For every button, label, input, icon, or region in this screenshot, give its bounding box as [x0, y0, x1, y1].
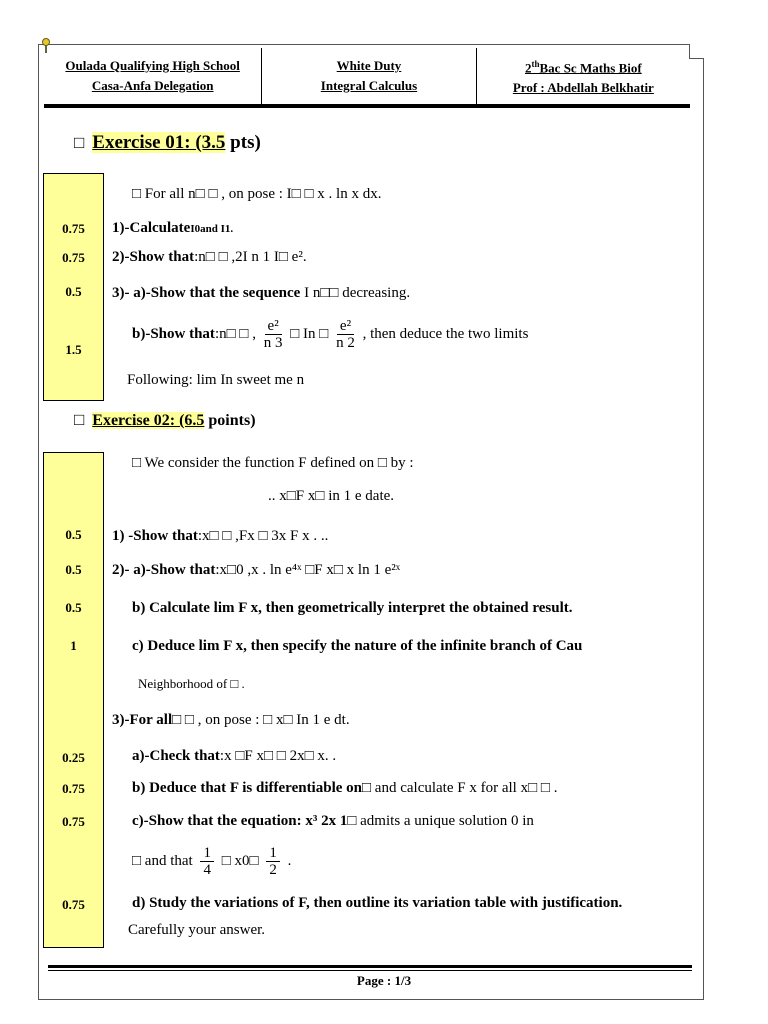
level-name: 2thBac Sc Maths Biof	[524, 58, 642, 76]
score-ex2-q2c: 1	[70, 638, 77, 653]
score-ex1-q3a: 0.5	[65, 284, 82, 299]
ex2-definition: .. x□F x□ in 1 e date.	[268, 488, 395, 504]
header-prof-cell	[477, 48, 690, 104]
ex1-question-3a: 3)- a)-Show that the sequence I n□□ decreasing.	[112, 285, 411, 301]
ex1-intro: □ For all n□ □ , on pose : I□ □ x . ln x dx.	[132, 186, 382, 202]
fraction-lower-bound: $\frac{\text{e²}}{n 3}$	[263, 318, 283, 351]
delegation-name: Casa-Anfa Delegation	[91, 78, 214, 93]
ex2-intro: □ We consider the function F defined on □ by :	[132, 455, 414, 471]
duty-name: White Duty	[336, 58, 402, 73]
footer-rule-thin	[48, 970, 692, 971]
ex2-question-3: 3)-For all□ □ , on pose : □ x□ In 1 e dt.	[112, 712, 350, 728]
ex1-following: Following: lim In sweet me n	[127, 372, 305, 388]
exercise-01-title: □ Exercise 01: (3.5 pts)	[74, 132, 261, 153]
score-ex2-q3d: 0.75	[62, 897, 85, 912]
page-corner-fold	[689, 44, 704, 59]
fraction-one-quarter: $\frac{1}{4}$	[200, 845, 214, 878]
exercise-02-title: □ Exercise 02: (6.5 points)	[74, 410, 256, 429]
page-number: Page : 1/3	[356, 973, 412, 988]
fraction-one-half: $\frac{1}{2}$	[266, 845, 280, 878]
ex1-question-2: 2)-Show that:n□ □ ,2I n 1 I□ e².	[112, 249, 307, 265]
score-ex1-q3b: 1.5	[65, 342, 82, 357]
ex2-question-2b: b) Calculate lim F x, then geometrically interpret the obtained result.	[132, 600, 573, 616]
fraction-upper-bound: $\frac{\text{e²}}{n 2}$	[336, 318, 355, 351]
ex2-question-3c-bounds: □ and that $\frac{1}{4}$ □ x0□ $\frac{1}{2}$ .	[132, 845, 292, 878]
ex2-question-3b: b) Deduce that F is differentiable on□ and calculate F x for all x□ □ .	[132, 780, 558, 796]
ex2-neighborhood: Neighborhood of □ .	[138, 676, 245, 691]
subject-name: Integral Calculus	[320, 78, 418, 93]
score-ex2-q2a: 0.5	[65, 562, 82, 577]
score-ex2-q3c: 0.75	[62, 814, 85, 829]
score-ex2-q3a: 0.25	[62, 750, 85, 765]
ex2-question-3d: d) Study the variations of F, then outline its variation table with justification.	[132, 895, 623, 911]
score-ex1-q1: 0.75	[62, 221, 85, 236]
ex2-carefully: Carefully your answer.	[128, 922, 266, 938]
ex2-question-2c: c) Deduce lim F x, then specify the nature of the infinite branch of Cau	[132, 638, 583, 654]
score-ex2-q3b: 0.75	[62, 781, 85, 796]
ex1-question-1: 1)-CalculateI0and I1.	[112, 220, 234, 236]
score-ex2-q2b: 0.5	[65, 600, 82, 615]
ex2-question-1: 1) -Show that:x□ □ ,Fx □ 3x F x . ..	[112, 528, 329, 544]
header-duty-cell	[262, 48, 476, 104]
prof-name: Prof : Abdellah Belkhatir	[512, 80, 654, 96]
ex2-question-2a: 2)- a)-Show that:x□0 ,x . ln e⁴ˣ □F x□ x ln 1 e²ˣ	[112, 562, 401, 578]
score-ex1-q2: 0.75	[62, 250, 85, 265]
header-school-cell	[44, 48, 262, 104]
ex2-question-3c: c)-Show that the equation: x³ 2x 1□ admits a unique solution 0 in	[132, 813, 534, 829]
school-name: Oulada Qualifying High School	[65, 58, 240, 73]
ex2-question-3a: a)-Check that:x □F x□ □ 2x□ x. .	[132, 748, 337, 764]
document-header	[44, 48, 690, 108]
score-ex2-q1: 0.5	[65, 527, 82, 542]
footer-rule-thick	[48, 965, 692, 968]
ex1-question-3b: b)-Show that:n□ □ , $\frac{\text{e²}}{n 3}$ □ In □ $\frac{\text{e²}}{n 2}$ , then deduce the two limits	[132, 318, 529, 351]
